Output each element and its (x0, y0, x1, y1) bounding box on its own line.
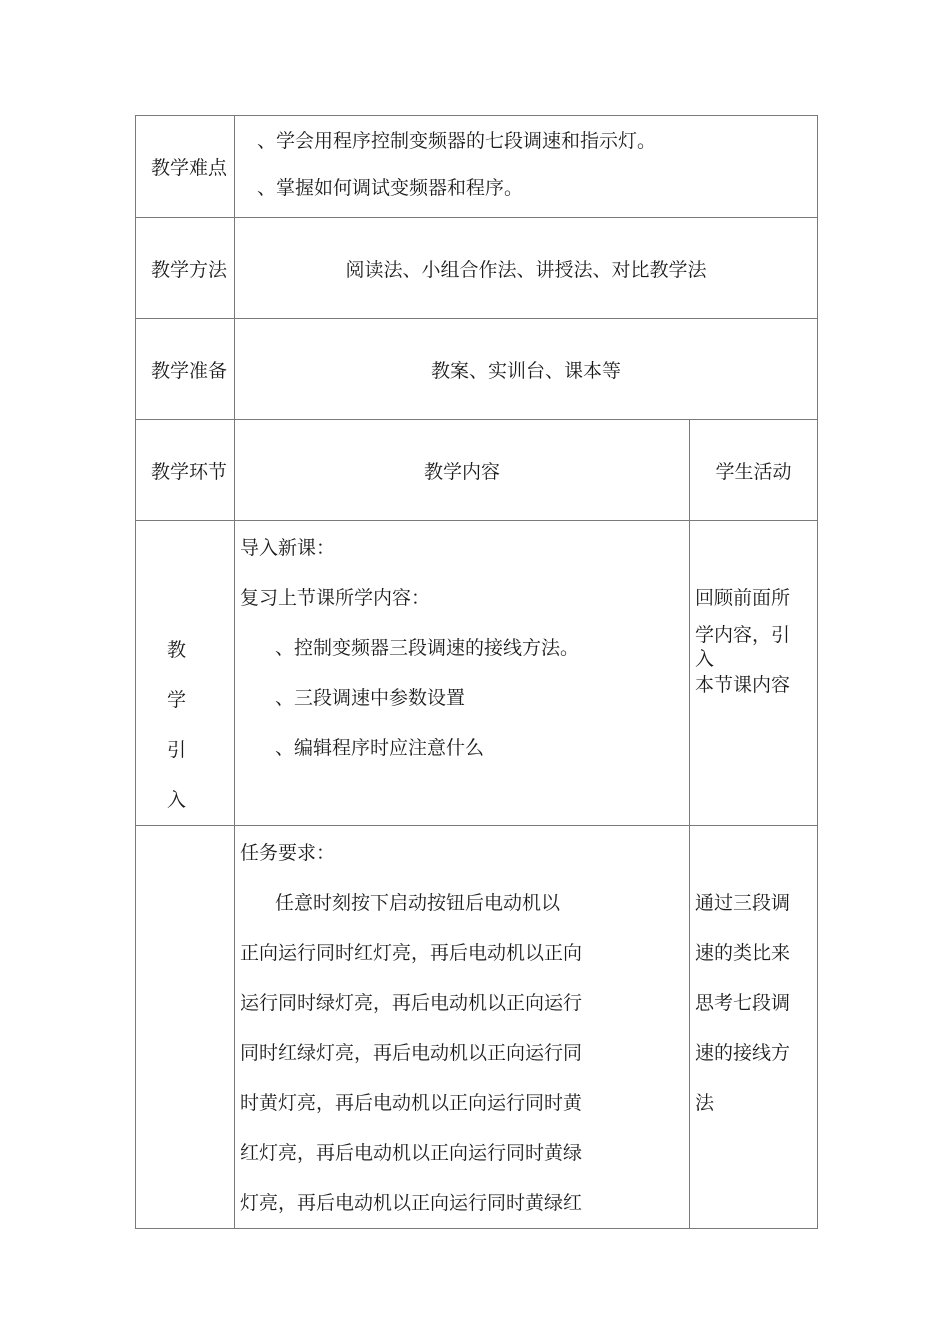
intro-activity (690, 521, 818, 826)
intro-stage-label (136, 521, 235, 826)
task-title: 任务要求： (240, 842, 336, 864)
intro-activity-line: 回顾前面所 (695, 587, 791, 609)
section-header-row (136, 420, 818, 521)
task-activity-line: 通过三段调 (695, 892, 791, 914)
task-paragraph-line: 同时红绿灯亮，再后电动机以正向运行同 (240, 1042, 583, 1064)
preparation-label: 教学准备 (136, 319, 235, 420)
difficulty-content (235, 116, 818, 218)
difficulty-item-1: 、学会用程序控制变频器的七段调速和指示灯。 (257, 130, 657, 152)
intro-stage-char: 入 (167, 789, 187, 811)
intro-title: 导入新课： (240, 537, 336, 559)
task-activity-line: 速的接线方 (695, 1042, 791, 1064)
intro-content (235, 521, 690, 826)
intro-activity-line: 学内容，引 (695, 624, 791, 646)
task-paragraph-line: 灯亮，再后电动机以正向运行同时黄绿红 (240, 1192, 583, 1214)
activity-header: 学生活动 (690, 420, 818, 521)
task-activity (690, 826, 818, 1229)
task-stage-label (136, 826, 235, 1229)
task-paragraph-line: 运行同时绿灯亮，再后电动机以正向运行 (240, 992, 583, 1014)
intro-stage-char: 引 (167, 739, 187, 761)
intro-activity-line: 本节课内容 (695, 674, 791, 696)
task-activity-line: 速的类比来 (695, 942, 791, 964)
intro-row (136, 521, 818, 826)
preparation-value: 教案、实训台、课本等 (235, 319, 818, 420)
difficulty-item-2: 、掌握如何调试变频器和程序。 (257, 177, 524, 199)
intro-stage-char: 教 (167, 639, 187, 661)
task-paragraph-line: 正向运行同时红灯亮，再后电动机以正向 (240, 942, 583, 964)
task-activity-line: 法 (695, 1092, 715, 1114)
task-paragraph-line: 任意时刻按下启动按钮后电动机以 (275, 892, 561, 914)
difficulty-label: 教学难点 (136, 116, 235, 218)
intro-activity-line: 入 (695, 648, 715, 670)
lesson-plan-table (135, 115, 818, 1229)
intro-item-1: 、控制变频器三段调速的接线方法。 (275, 637, 580, 659)
stage-header: 教学环节 (136, 420, 235, 521)
preparation-row (136, 319, 818, 420)
difficulty-row (136, 116, 818, 218)
task-content (235, 826, 690, 1229)
task-paragraph-line: 红灯亮，再后电动机以正向运行同时黄绿 (240, 1142, 583, 1164)
intro-review: 复习上节课所学内容： (240, 587, 431, 609)
task-paragraph-line: 时黄灯亮，再后电动机以正向运行同时黄 (240, 1092, 583, 1114)
method-row (136, 218, 818, 319)
method-label: 教学方法 (136, 218, 235, 319)
content-header: 教学内容 (235, 420, 690, 521)
task-row (136, 826, 818, 1229)
intro-item-3: 、编辑程序时应注意什么 (275, 737, 485, 759)
task-activity-line: 思考七段调 (695, 992, 791, 1014)
intro-item-2: 、三段调速中参数设置 (275, 687, 466, 709)
intro-stage-char: 学 (167, 689, 187, 711)
method-value: 阅读法、小组合作法、讲授法、对比教学法 (235, 218, 818, 319)
